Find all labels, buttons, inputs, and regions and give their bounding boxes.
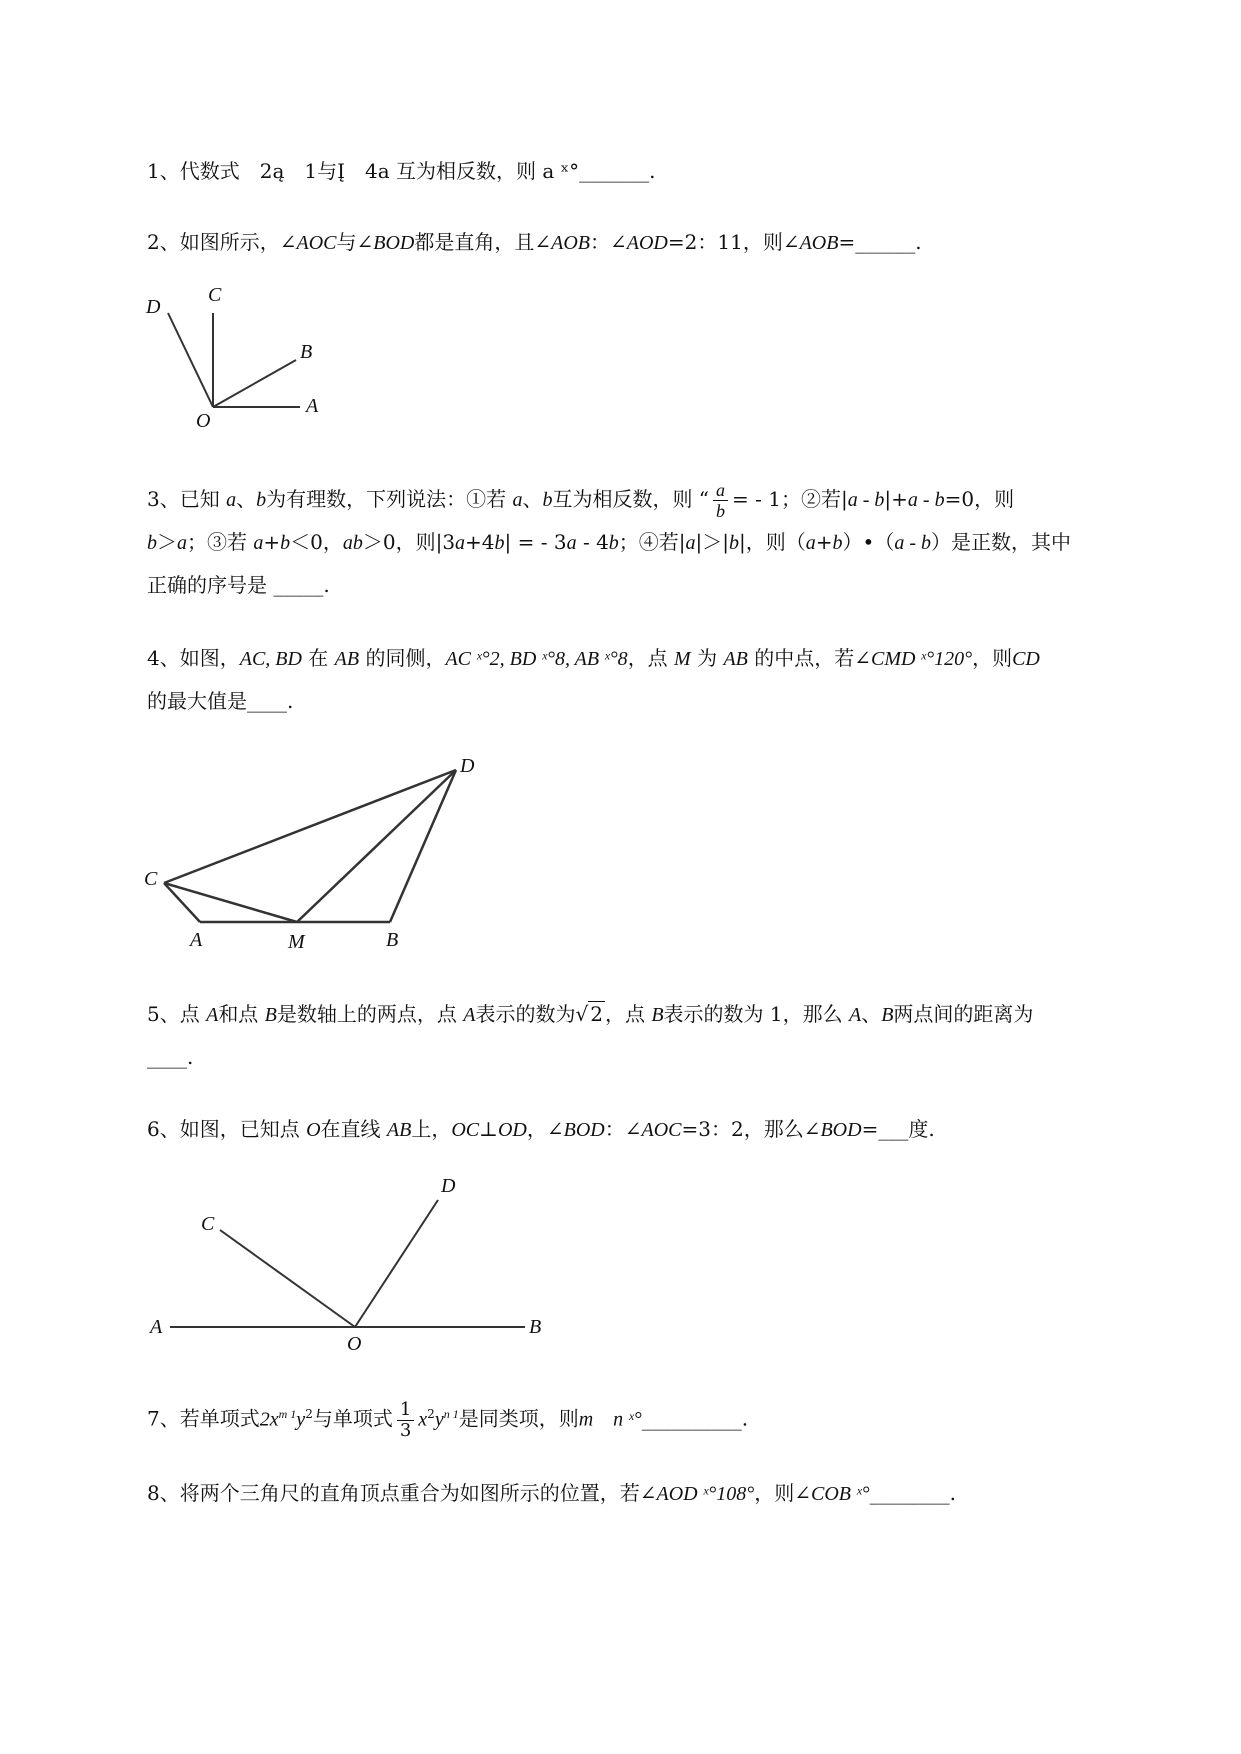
math: AC, BD — [239, 648, 302, 670]
label-o: O — [196, 410, 211, 432]
text: 如图，已知点 — [179, 1117, 307, 1141]
ray-oc — [220, 1230, 355, 1327]
math: AB — [386, 1119, 412, 1141]
exponent: m 1 — [278, 1407, 297, 1421]
sqrt-2 — [575, 993, 604, 1035]
text: ，点 — [627, 646, 675, 670]
math: b — [280, 532, 291, 554]
text: 是同类项，则 — [458, 1406, 579, 1431]
math: a — [177, 532, 187, 554]
math: ∠AOD — [610, 232, 668, 254]
text: =2：11，则 — [667, 230, 783, 254]
text: 若单项式 — [179, 1406, 260, 1431]
fraction-a-over-b — [713, 480, 728, 521]
numerator: a — [713, 480, 728, 501]
text: 上， — [411, 1117, 452, 1141]
math: AB — [723, 648, 748, 670]
radical-sign: √ — [575, 1002, 589, 1026]
math: a - b — [847, 489, 885, 511]
question-1 — [147, 150, 1157, 192]
label-b: B — [300, 341, 313, 363]
math: ∠AOC — [279, 232, 337, 254]
text: 互为相反数，则 “ — [552, 487, 710, 511]
math: ∠BOD — [356, 232, 415, 254]
text: 的最大值是 — [147, 689, 247, 713]
label-c: C — [208, 284, 222, 306]
label-m: M — [288, 931, 305, 953]
question-number: 4、 — [147, 646, 180, 670]
answer-blank: _______ — [579, 159, 650, 183]
text: ，则 — [754, 1481, 795, 1505]
period: . — [287, 689, 294, 713]
text: =0，则 — [944, 487, 1015, 511]
text: 如图， — [179, 646, 240, 670]
ray-od — [355, 1200, 438, 1327]
math: B — [881, 1004, 894, 1026]
math: BOD — [820, 1119, 862, 1141]
text: ，点 — [604, 1002, 652, 1026]
text: |＞| — [695, 530, 730, 554]
math: y — [434, 1408, 444, 1431]
math: AOC — [641, 1119, 682, 1141]
text: ；④若| — [618, 530, 686, 554]
math: ∠AOB — [782, 232, 839, 254]
text: 表示的数为 1，那么 — [663, 1002, 849, 1026]
text: 在 — [301, 646, 335, 670]
period: . — [741, 1406, 749, 1431]
exponent: 2 — [305, 1407, 313, 1421]
math: ∠CMD ˣ°120° — [854, 648, 973, 670]
radicand: 2 — [590, 1002, 603, 1026]
math: ab — [342, 532, 363, 554]
answer-blank: ____ — [147, 1045, 187, 1069]
text: 的中点，若 — [747, 646, 855, 670]
question-7 — [147, 1393, 1157, 1441]
label-b: B — [386, 929, 399, 951]
text: 与 — [336, 230, 357, 254]
text: - 4 — [576, 530, 609, 554]
question-number: 7、 — [147, 1406, 180, 1431]
text: | = - 3 — [504, 530, 567, 554]
text: ）•（ — [842, 530, 895, 554]
period: . — [323, 573, 330, 597]
text: 的同侧， — [359, 646, 446, 670]
answer-blank: ____ — [247, 689, 287, 713]
text: 为有理数，下列说法：①若 — [266, 487, 513, 511]
math: a - b — [907, 489, 945, 511]
text: ）是正数，其中 — [931, 530, 1072, 554]
text: = — [861, 1117, 879, 1141]
math: a — [685, 532, 696, 554]
text: = — [838, 230, 856, 254]
math: B — [651, 1004, 664, 1026]
exponent: 2 — [427, 1407, 435, 1421]
text: ，则 — [972, 646, 1013, 670]
math: b — [832, 532, 843, 554]
period: . — [187, 1045, 194, 1069]
period: . — [915, 230, 922, 254]
math: a — [455, 532, 466, 554]
text: ＞0，则|3 — [362, 530, 456, 554]
text: 是数轴上的两点，点 — [276, 1002, 464, 1026]
math: 2x — [259, 1408, 279, 1431]
text: =3：2，那么∠ — [681, 1117, 821, 1141]
text: 点 — [179, 1002, 207, 1026]
label-d: D — [460, 755, 475, 777]
math: ∠AOB — [534, 232, 591, 254]
question-4 — [147, 637, 1157, 722]
math: AB — [334, 648, 360, 670]
math: b — [542, 489, 553, 511]
text: + — [263, 530, 281, 554]
math: a — [805, 532, 816, 554]
question-number: 8、 — [147, 1481, 180, 1505]
text: 在直线 — [320, 1117, 387, 1141]
denominator: 3 — [399, 1419, 412, 1441]
math: ∠AOD ˣ°108° — [639, 1483, 755, 1505]
exponent: n 1 — [443, 1407, 459, 1421]
question-number: 3、 — [147, 487, 180, 511]
label-c: C — [201, 1213, 215, 1235]
question-text: 代数式 2ą 1与Į 4a 互为相反数，则 a ˣ° — [179, 159, 580, 183]
figure-q6 — [145, 1170, 555, 1355]
fraction-one-third — [397, 1400, 414, 1441]
text: = - 1；②若| — [732, 487, 848, 511]
label-a: A — [150, 1316, 163, 1338]
answer-blank: ___ — [878, 1117, 909, 1141]
text: 表示的数为 — [475, 1002, 576, 1026]
math: OC — [451, 1119, 480, 1141]
text: ＞ — [157, 530, 177, 554]
text: ＜0， — [290, 530, 343, 554]
text: |+ — [884, 487, 908, 511]
ray-od — [168, 313, 213, 407]
math: O — [306, 1119, 321, 1141]
text: 两点间的距离为 — [893, 1002, 1034, 1026]
math: AC ˣ°2, BD ˣ°8, AB ˣ°8 — [445, 648, 628, 670]
label-a: A — [190, 929, 203, 951]
question-number: 6、 — [147, 1117, 180, 1141]
text: +4 — [465, 530, 495, 554]
question-5 — [147, 993, 1157, 1078]
period: . — [949, 1481, 957, 1505]
math: b — [494, 532, 505, 554]
segment-cm — [164, 883, 297, 922]
text: 、 — [861, 1002, 882, 1026]
figure-q2 — [140, 285, 340, 430]
question-number: 5、 — [147, 1002, 180, 1026]
answer-blank: ______ — [855, 230, 916, 254]
text: 、 — [236, 487, 257, 511]
math: BOD — [563, 1119, 605, 1141]
text: 与单项式 — [312, 1406, 393, 1431]
text: 度. — [908, 1117, 935, 1141]
math: a — [566, 532, 577, 554]
text: ：∠ — [604, 1117, 642, 1141]
question-8 — [147, 1472, 1157, 1515]
math: a — [512, 489, 523, 511]
text: 和点 — [218, 1002, 265, 1026]
math: M — [674, 648, 691, 670]
text: ；③若 — [187, 530, 254, 554]
label-o: O — [347, 1333, 362, 1355]
text: 已知 — [179, 487, 227, 511]
math: ∠COB ˣ° — [794, 1483, 870, 1505]
label-a: A — [306, 395, 319, 417]
math: A — [848, 1004, 862, 1026]
math: m n ˣ° — [578, 1408, 642, 1431]
math: CD — [1012, 648, 1040, 670]
period: . — [649, 159, 656, 183]
denominator: b — [716, 501, 726, 521]
label-d: D — [441, 1175, 456, 1197]
segment-cd — [164, 770, 456, 883]
math: y — [296, 1408, 306, 1431]
segment-md — [297, 770, 456, 922]
text: ⊥ — [479, 1117, 498, 1141]
text: 将两个三角尺的直角顶点重合为如图所示的位置，若 — [179, 1481, 640, 1505]
math: B — [264, 1004, 277, 1026]
label-d: D — [146, 296, 161, 318]
math: b — [147, 532, 157, 554]
math: x — [418, 1408, 428, 1431]
text: |，则（ — [739, 530, 806, 554]
label-b: B — [529, 1316, 542, 1338]
text: 、 — [522, 487, 543, 511]
math: b — [729, 532, 740, 554]
question-2 — [147, 221, 1157, 264]
math: a — [226, 489, 237, 511]
math: A — [206, 1004, 219, 1026]
text: 为 — [690, 646, 724, 670]
question-number: 1、 — [147, 159, 180, 183]
answer-blank: _____ — [273, 573, 324, 597]
figure-q4 — [140, 750, 490, 960]
text: 都是直角，且 — [414, 230, 535, 254]
math: A — [463, 1004, 476, 1026]
answer-blank: __________ — [641, 1406, 742, 1431]
math: a - b — [894, 532, 932, 554]
text: 如图所示， — [179, 230, 280, 254]
question-3 — [147, 478, 1157, 606]
text: + — [815, 530, 833, 554]
math: b — [256, 489, 267, 511]
question-number: 2、 — [147, 230, 180, 254]
question-6 — [147, 1108, 1157, 1151]
text: 正确的序号是 — [147, 573, 274, 597]
math: a — [253, 532, 264, 554]
text: ，∠ — [526, 1117, 564, 1141]
numerator: 1 — [397, 1400, 414, 1421]
math: OD — [497, 1119, 527, 1141]
label-c: C — [144, 868, 158, 890]
answer-blank: ________ — [869, 1481, 950, 1505]
text: ： — [590, 230, 611, 254]
ray-ob — [213, 360, 296, 407]
math: b — [608, 532, 619, 554]
